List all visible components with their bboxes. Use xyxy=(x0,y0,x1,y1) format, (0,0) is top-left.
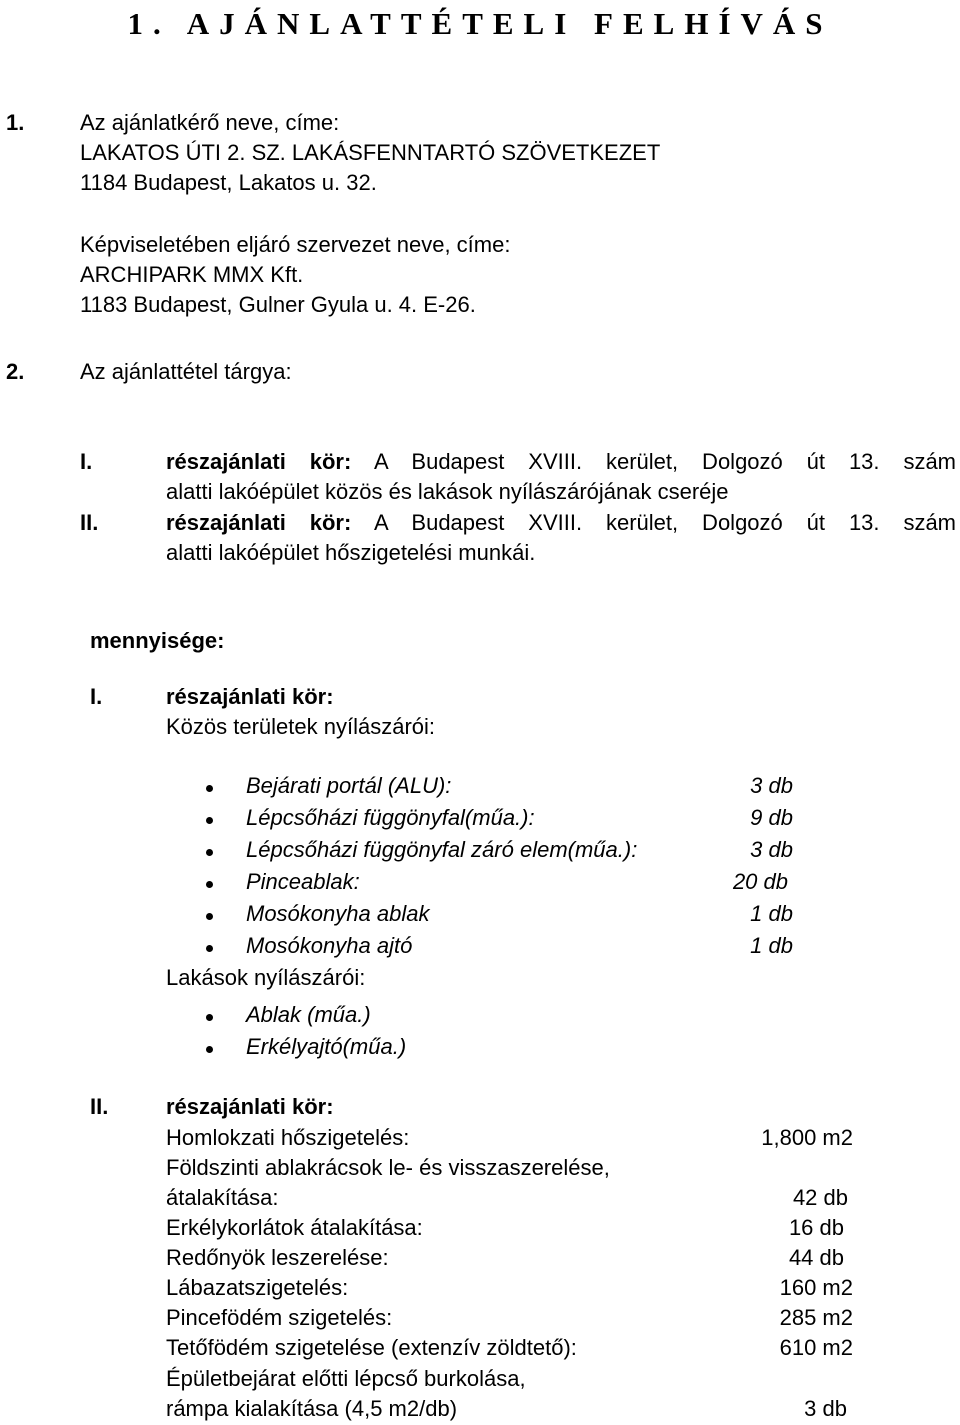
common-item-qty: 20 db xyxy=(732,869,788,894)
work-item-qty: 1,800 m2 xyxy=(761,1125,853,1150)
flat-item-name: Ablak (műa.) xyxy=(246,1002,371,1027)
document-title: 1. AJÁNLATTÉTELI FELHÍVÁS xyxy=(127,6,833,41)
work-item-qty: 3 db xyxy=(804,1396,847,1421)
representative-heading: Képviseletében eljáró szervezet neve, címe: xyxy=(80,232,511,257)
work-item-name: Erkélykorlátok átalakítása: xyxy=(166,1215,423,1240)
common-item-name: Mosókonyha ajtó xyxy=(246,933,413,958)
bullet xyxy=(206,881,213,888)
bullet xyxy=(206,817,213,824)
common-item-qty: 1 db xyxy=(750,933,793,958)
bullet xyxy=(206,913,213,920)
work-item-name-cont: rámpa kialakítása (4,5 m2/db) xyxy=(166,1396,458,1421)
part-2-subject-line1: részajánlati kör: A Budapest XVIII. kerület, Dolgozó út 13. szám xyxy=(166,510,957,535)
client-address: 1184 Budapest, Lakatos u. 32. xyxy=(80,170,377,195)
part-1-subject-line2: alatti lakóépület közös és lakások nyílászárójának cseréje xyxy=(166,479,729,504)
common-item-name: Mosókonyha ablak xyxy=(246,901,430,926)
flats-heading: Lakások nyílászárói: xyxy=(166,965,366,990)
quantity-part-1-label: részajánlati kör: xyxy=(166,684,334,709)
quantity-part-2-numeral: II. xyxy=(90,1094,109,1119)
section-1-heading: Az ajánlatkérő neve, címe: xyxy=(80,110,340,135)
common-item-qty: 1 db xyxy=(750,901,793,926)
section-2-heading: Az ajánlattétel tárgya: xyxy=(80,359,292,384)
work-item-name: Homlokzati hőszigetelés: xyxy=(166,1125,410,1150)
work-item-name: Épületbejárat előtti lépcső burkolása, xyxy=(166,1366,526,1391)
common-item-qty: 3 db xyxy=(750,837,793,862)
section-1-number: 1. xyxy=(6,110,25,135)
work-item-name: Földszinti ablakrácsok le- és visszaszerelése, xyxy=(166,1155,610,1180)
bullet xyxy=(206,1046,213,1053)
part-2-numeral: II. xyxy=(80,510,99,535)
part-2-subject-line2: alatti lakóépület hőszigetelési munkái. xyxy=(166,540,536,565)
common-item-name: Lépcsőházi függönyfal(műa.): xyxy=(246,805,535,830)
work-item-name: Pincefödém szigetelés: xyxy=(166,1305,393,1330)
client-name: LAKATOS ÚTI 2. SZ. LAKÁSFENNTARTÓ SZÖVETKEZET xyxy=(80,140,661,165)
representative-address: 1183 Budapest, Gulner Gyula u. 4. E-26. xyxy=(80,292,476,317)
bullet xyxy=(206,945,213,952)
work-item-qty: 610 m2 xyxy=(779,1335,853,1360)
common-item-qty: 3 db xyxy=(750,773,793,798)
bullet xyxy=(206,1014,213,1021)
work-item-name-cont: átalakítása: xyxy=(166,1185,279,1210)
work-item-qty: 42 db xyxy=(792,1185,848,1210)
work-item-name: Tetőfödém szigetelése (extenzív zöldtető): xyxy=(166,1335,577,1360)
work-item-qty: 285 m2 xyxy=(779,1305,853,1330)
bullet xyxy=(206,849,213,856)
section-2-number: 2. xyxy=(6,359,25,384)
quantity-part-1-numeral: I. xyxy=(90,684,103,709)
work-item-name: Lábazatszigetelés: xyxy=(166,1275,349,1300)
bullet xyxy=(206,785,213,792)
common-areas-heading: Közös területek nyílászárói: xyxy=(166,714,436,739)
representative-name: ARCHIPARK MMX Kft. xyxy=(80,262,304,287)
work-item-qty: 160 m2 xyxy=(779,1275,853,1300)
part-1-numeral: I. xyxy=(80,449,93,474)
common-item-qty: 9 db xyxy=(750,805,793,830)
common-item-name: Pinceablak: xyxy=(246,869,360,894)
common-item-name: Bejárati portál (ALU): xyxy=(246,773,452,798)
work-item-name: Redőnyök leszerelése: xyxy=(166,1245,389,1270)
flat-item-name: Erkélyajtó(műa.) xyxy=(246,1034,407,1059)
quantity-part-2-label: részajánlati kör: xyxy=(166,1094,334,1119)
part-1-subject-line1: részajánlati kör: A Budapest XVIII. kerület, Dolgozó út 13. szám xyxy=(166,449,957,474)
work-item-qty: 44 db xyxy=(788,1245,844,1270)
quantity-heading: mennyisége: xyxy=(90,628,225,653)
common-item-name: Lépcsőházi függönyfal záró elem(műa.): xyxy=(246,837,638,862)
work-item-qty: 16 db xyxy=(788,1215,844,1240)
